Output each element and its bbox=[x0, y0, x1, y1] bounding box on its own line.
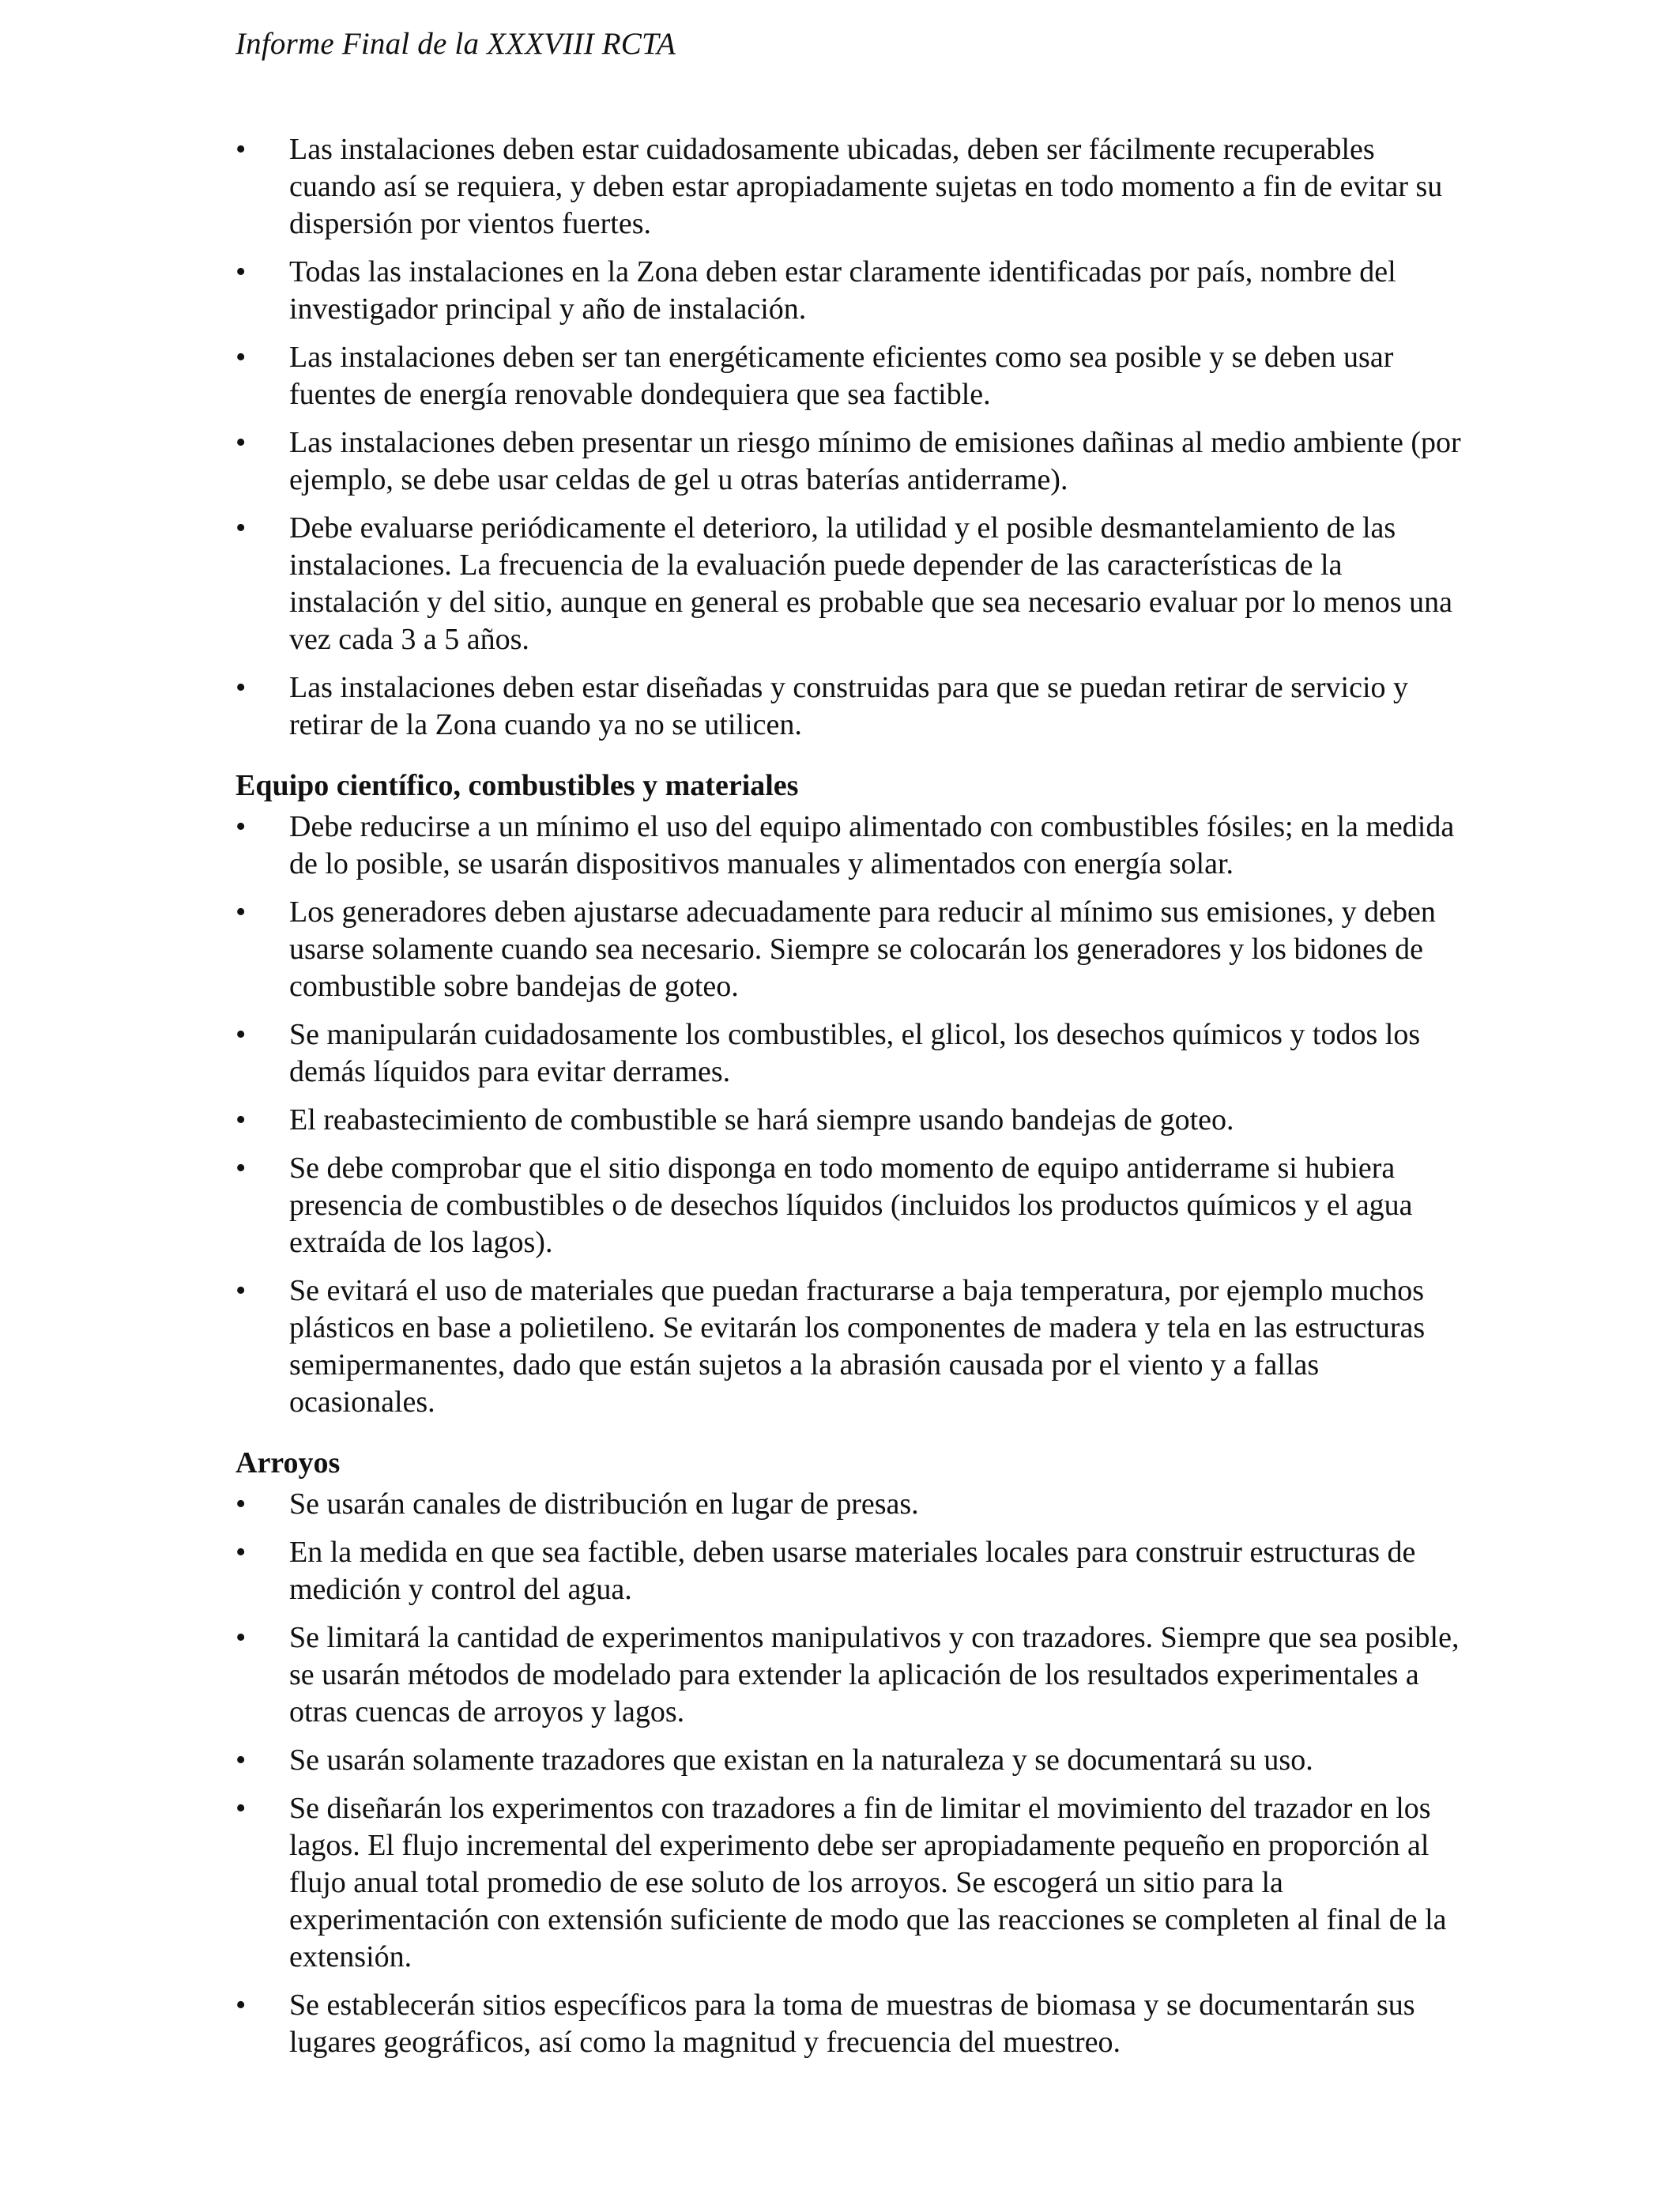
list-item: • Se evitará el uso de materiales que puedan fracturarse a baja temperatura, por ejemplo muchos plásticos en base a polietileno. Se evitarán los componentes de madera y tela en las estructuras semipermanentes, dado que están sujetos a la abrasión causada por el viento y a fallas ocasionales. bbox=[235, 1272, 1468, 1421]
section-heading-equipo: Equipo científico, combustibles y materiales bbox=[235, 769, 799, 802]
document-body bbox=[235, 131, 1468, 2072]
list-item: • Las instalaciones deben ser tan energéticamente eficientes como sea posible y se deben usar fuentes de energía renovable dondequiera que sea factible. bbox=[235, 339, 1468, 413]
list-item: • Se establecerán sitios específicos para la toma de muestras de biomasa y se documentarán sus lugares geográficos, así como la magnitud y frecuencia del muestreo. bbox=[235, 1987, 1468, 2061]
list-item: • Debe reducirse a un mínimo el uso del equipo alimentado con combustibles fósiles; en la medida de lo posible, se usarán dispositivos manuales y alimentados con energía solar. bbox=[235, 809, 1468, 883]
list-item: • Se diseñarán los experimentos con trazadores a fin de limitar el movimiento del trazador en los lagos. El flujo incremental del experimento debe ser apropiadamente pequeño en proporción al flujo anual total promedio de ese soluto de los arroyos. Se escogerá un sitio para la experimentación con extensión suficiente de modo que las reacciones se completen al final de la extensión. bbox=[235, 1790, 1468, 1976]
equipo-bullet-list bbox=[235, 809, 1468, 1421]
list-item: • En la medida en que sea factible, deben usarse materiales locales para construir estructuras de medición y control del agua. bbox=[235, 1534, 1468, 1608]
section-heading-arroyos: Arroyos bbox=[235, 1446, 341, 1480]
list-item: • Se manipularán cuidadosamente los combustibles, el glicol, los desechos químicos y todos los demás líquidos para evitar derrames. bbox=[235, 1016, 1468, 1091]
running-header: Informe Final de la XXXVIII RCTA bbox=[235, 27, 676, 61]
list-item: • Se limitará la cantidad de experimentos manipulativos y con trazadores. Siempre que sea posible, se usarán métodos de modelado para extender la aplicación de los resultados experimentales a otras cuencas de arroyos y lagos. bbox=[235, 1619, 1468, 1731]
list-item: • Todas las instalaciones en la Zona deben estar claramente identificadas por país, nombre del investigador principal y año de instalación. bbox=[235, 254, 1468, 328]
list-item: • Las instalaciones deben estar cuidadosamente ubicadas, deben ser fácilmente recuperables cuando así se requiera, y deben estar apropiadamente sujetas en todo momento a fin de evitar su dispersión por vientos fuertes. bbox=[235, 131, 1468, 243]
arroyos-bullet-list bbox=[235, 1486, 1468, 2061]
list-item: • Las instalaciones deben estar diseñadas y construidas para que se puedan retirar de servicio y retirar de la Zona cuando ya no se utilicen. bbox=[235, 669, 1468, 744]
list-item: • Las instalaciones deben presentar un riesgo mínimo de emisiones dañinas al medio ambiente (por ejemplo, se debe usar celdas de gel u otras baterías antiderrame). bbox=[235, 424, 1468, 499]
list-item: • Los generadores deben ajustarse adecuadamente para reducir al mínimo sus emisiones, y deben usarse solamente cuando sea necesario. Siempre se colocarán los generadores y los bidones de combustible sobre bandejas de goteo. bbox=[235, 894, 1468, 1005]
list-item: • Se usarán solamente trazadores que existan en la naturaleza y se documentará su uso. bbox=[235, 1742, 1468, 1779]
list-item: • Se debe comprobar que el sitio disponga en todo momento de equipo antiderrame si hubiera presencia de combustibles o de desechos líquidos (incluidos los productos químicos y el agua extraída de los lagos). bbox=[235, 1150, 1468, 1261]
list-item: • Se usarán canales de distribución en lugar de presas. bbox=[235, 1486, 1468, 1523]
list-item: • El reabastecimiento de combustible se hará siempre usando bandejas de goteo. bbox=[235, 1102, 1468, 1139]
intro-bullet-list bbox=[235, 131, 1468, 744]
list-item: • Debe evaluarse periódicamente el deterioro, la utilidad y el posible desmantelamiento de las instalaciones. La frecuencia de la evaluación puede depender de las características de la instalación y del sitio, aunque en general es probable que sea necesario evaluar por lo menos una vez cada 3 a 5 años. bbox=[235, 510, 1468, 658]
